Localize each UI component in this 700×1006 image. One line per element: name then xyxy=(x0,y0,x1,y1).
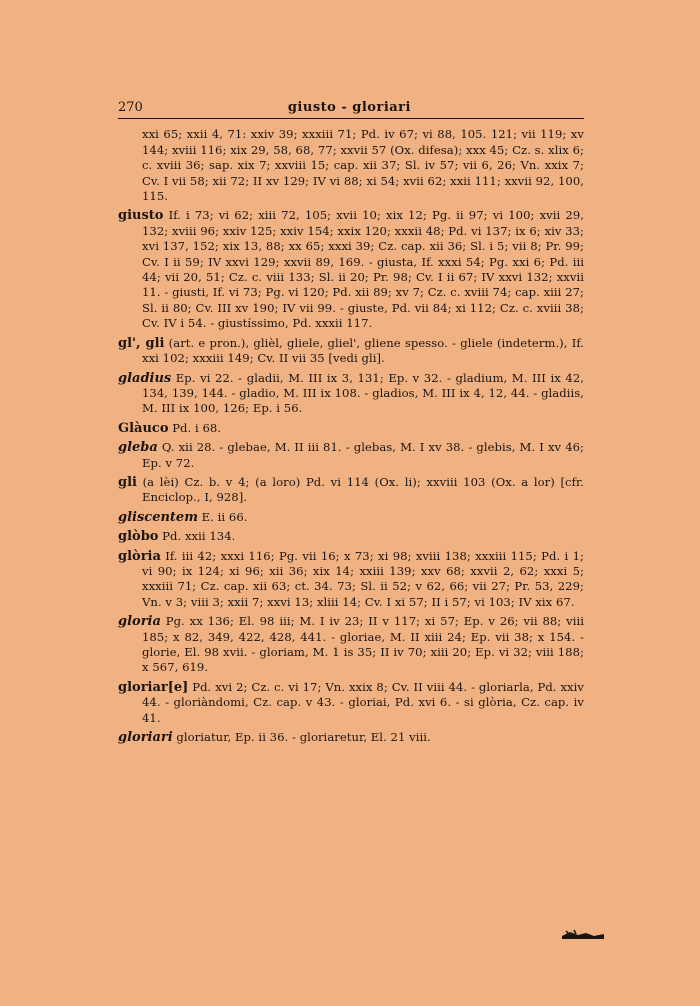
entry-headword: glòria xyxy=(118,548,161,564)
dictionary-entry xyxy=(118,614,584,676)
entry-headword: glòbo xyxy=(118,529,159,545)
entry-headword: gladius xyxy=(118,370,172,386)
entry-citations: Ep. vi 22. - gladii, M. III ix 3, 131; Ep. v 32. - gladium, M. III ix 42, 134, 139, 144. - gladio, M. III ix 108. - gladios, M. III ix 4, 12, 44. - gladiis, M. III ix 100, 126; Ep. i 56. xyxy=(142,370,584,416)
dictionary-page xyxy=(118,100,584,749)
dictionary-entry xyxy=(118,680,584,726)
entry-citations: (a lèi) Cz. b. v 4; (a loro) Pd. vi 114 (Ox. li); xxviii 103 (Ox. a lor) [cfr. Enciclop., I, 928]. xyxy=(142,474,584,505)
entry-citations: If. iii 42; xxxi 116; Pg. vii 16; x 73; xi 98; xviii 138; xxxiii 115; Pd. i 1; vi 90; ix 124; xi 96; xii 36; xix 14; xxiii 139; xxv 68; xxvii 2, 62; xxxi 5; xxxiii 71; Cz. cap. xii 63; ct. 34. 73; Sl. ii 52; v 62, 66; vii 27; Pr. 53, 229; Vn. v 3; viii 3; xxii 7; xxvi 13; xliii 14; Cv. I xi 57; II i 57; vi 103; IV xix 67. xyxy=(142,548,584,609)
dictionary-entry xyxy=(118,371,584,417)
entry-citations: E. ii 66. xyxy=(201,509,248,524)
running-header xyxy=(118,100,584,119)
entry-headword: gleba xyxy=(118,440,158,456)
entry-citations: Q. xii 28. - glebae, M. II iii 81. - glebas, M. I xv 38. - glebis, M. I xv 46; Ep. v 72. xyxy=(142,440,584,470)
entry-headword: gl', gli xyxy=(118,335,165,351)
dictionary-entry xyxy=(118,336,584,367)
running-title: giusto - gloriari xyxy=(287,100,411,115)
dictionary-entry xyxy=(118,529,584,544)
dictionary-entry xyxy=(118,549,584,611)
entry-citations: (art. e pron.), glièl, gliele, gliel', gliene spesso. - gliele (indeterm.), If. xxi 102; xxxiii 149; Cv. II vii 35 [vedi gli]. xyxy=(142,335,584,366)
entry-citations: If. i 73; vi 62; xiii 72, 105; xvii 10; xix 12; Pg. ii 97; vi 100; xvii 29, 132; xviii 96; xxiv 125; xxiv 154; xxix 120; xxxii 48; Pd. vi 137; ix 6; xiv 33; xvi 137, 152; xix 13, 88; xx 65; xxxi 39; Cz. cap. xii 36; Sl. i 5; vii 8; Pr. 99; Cv. I ii 59; IV xxvi 129; xxvii 89, 169. - giusta, If. xxxi 54; Pg. xxi 6; Pd. iii 44; vii 20, 51; Cz. c. viii 133; Sl. ii 20; Pr. 98; Cv. I ii 67; IV xxvi 132; xxvii 11. - giusti, If. vi 73; Pg. vi 120; Pd. xii 89; xv 7; Cz. c. xviii 74; cap. xiii 27; Sl. ii 80; Cv. III xv 190; IV vii 99. - giuste, Pd. vii 84; xi 112; Cz. c. xviii 38; Cv. IV i 54. - giustíssimo, Pd. xxxii 117. xyxy=(142,208,584,331)
entry-headword: gloria xyxy=(118,614,161,630)
entry-citations: Pd. xxii 134. xyxy=(162,529,236,544)
entry-citations: gloriatur, Ep. ii 36. - gloriaretur, El. 21 viii. xyxy=(176,730,431,745)
dictionary-entry xyxy=(118,475,584,506)
dictionary-entry xyxy=(118,730,584,745)
dictionary-entry xyxy=(118,440,584,471)
dictionary-entry xyxy=(118,208,584,331)
entry-headword: gliscentem xyxy=(118,509,198,525)
entry-headword: gli xyxy=(118,474,137,490)
entry-citations: Pg. xx 136; El. 98 iii; M. I iv 23; II v 117; xi 57; Ep. v 26; vii 88; viii 185; x 82, 349, 422, 428, 441. - gloriae, M. II xiii 24; Ep. vii 38; x 154. - glorie, El. 98 xvii. - gloriam, M. 1 is 35; II iv 70; xiii 20; Ep. vi 32; viii 188; x 567, 619. xyxy=(142,614,584,675)
entry-citations: xxi 65; xxii 4, 71: xxiv 39; xxxiii 71; Pd. iv 67; vi 88, 105. 121; vii 119; xv 144; xviii 116; xix 29, 58, 68, 77; xxvii 57 (Ox. difesa); xxx 45; Cz. s. xlix 6; c. xviii 36; sap. xix 7; xxviii 15; cap. xii 37; Sl. iv 57; vii 6, 26; Vn. xxix 7; Cv. I vii 58; xii 72; II xv 129; IV vi 88; xi 54; xvii 62; xxii 111; xxvii 92, 100, 115. xyxy=(142,127,584,204)
entry-list xyxy=(118,127,584,745)
entry-headword: gloriari xyxy=(118,730,173,746)
entry-citations: Pd. i 68. xyxy=(172,420,222,435)
dictionary-entry xyxy=(118,510,584,525)
entry-headword: Glàuco xyxy=(118,420,169,436)
end-ornament-icon xyxy=(560,928,606,942)
dictionary-entry xyxy=(118,127,584,204)
entry-headword: giusto xyxy=(118,208,164,224)
page-number: 270 xyxy=(118,100,143,115)
entry-headword: gloriar[e] xyxy=(118,679,189,695)
dictionary-entry xyxy=(118,421,584,436)
entry-citations: Pd. xvi 2; Cz. c. vi 17; Vn. xxix 8; Cv. II viii 44. - gloriarla, Pd. xxiv 44. - gloriàndomi, Cz. cap. v 43. - gloriai, Pd. xvi 6. - si glòria, Cz. cap. iv 41. xyxy=(142,679,585,725)
